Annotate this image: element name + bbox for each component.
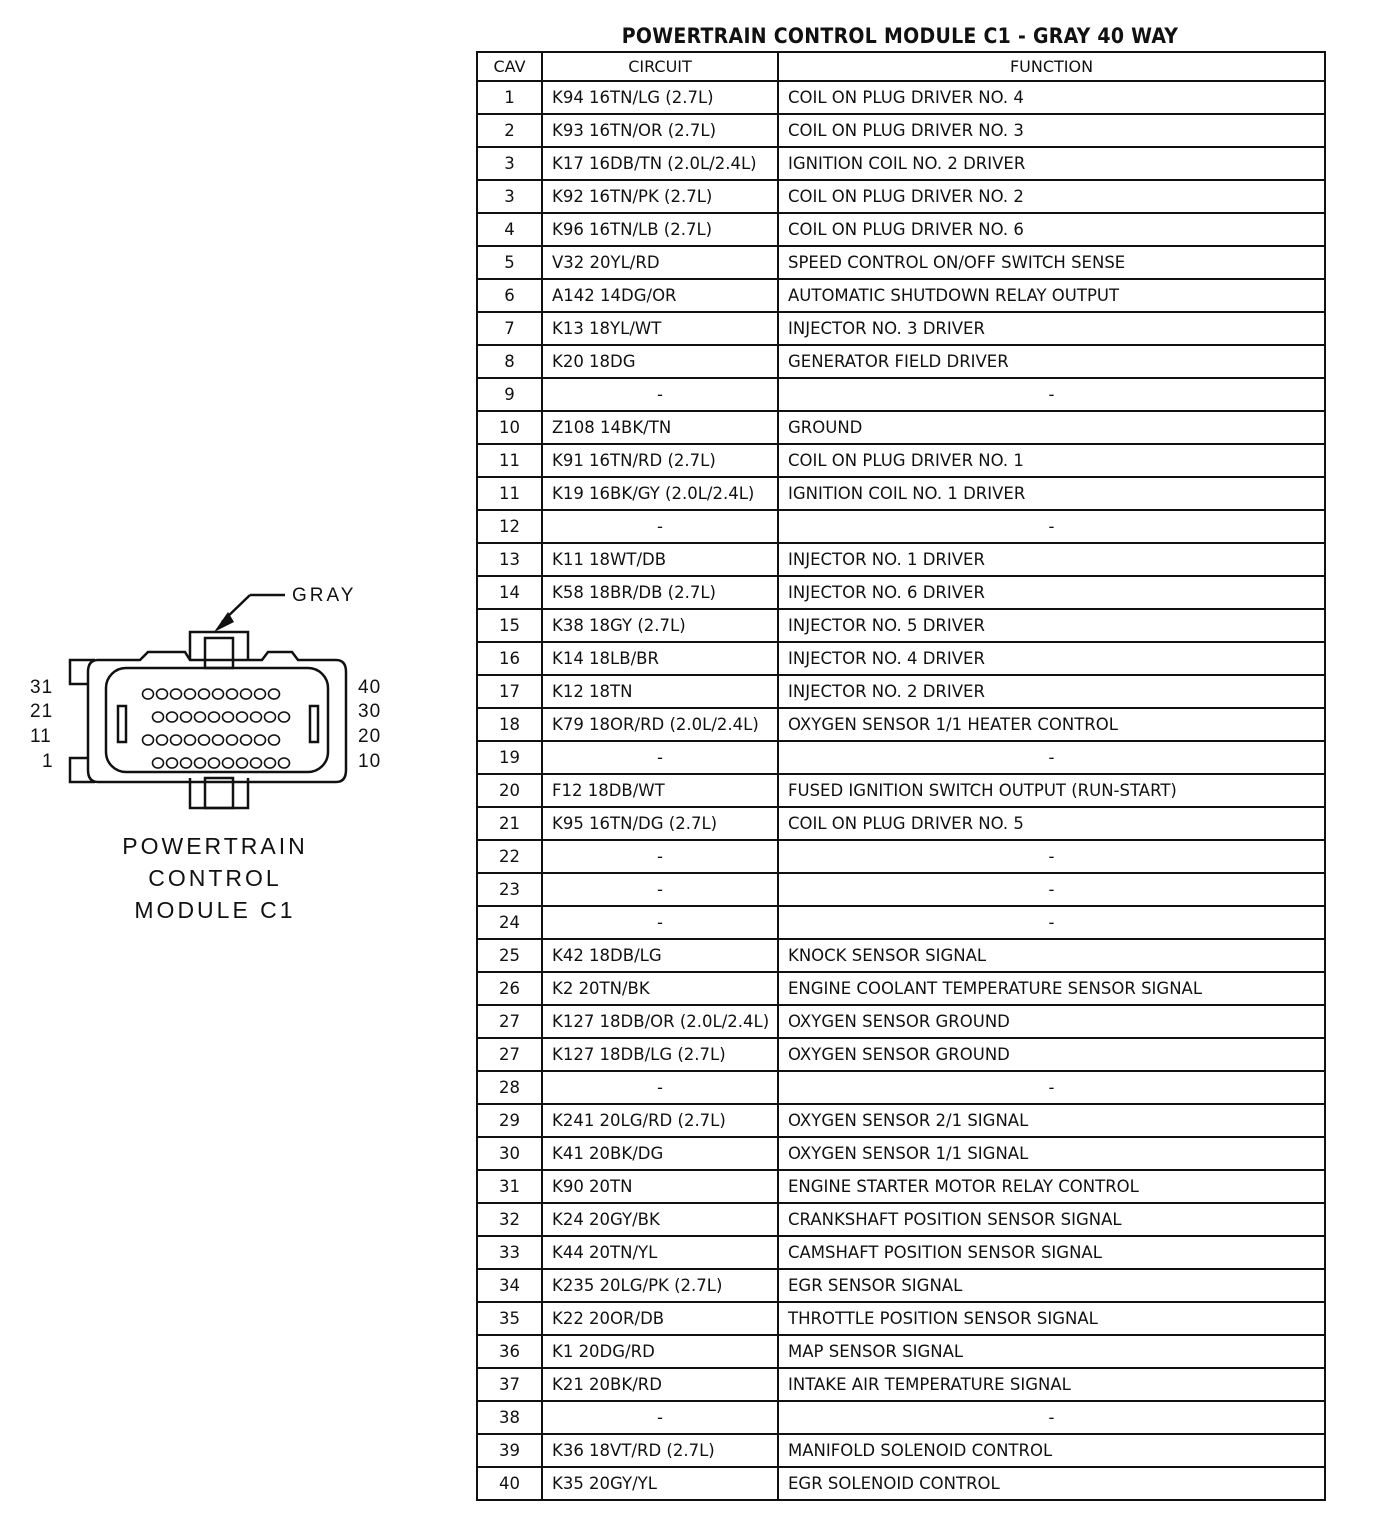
cell-cav: 12 (477, 510, 542, 543)
cell-function: COIL ON PLUG DRIVER NO. 2 (778, 180, 1325, 213)
cell-function: INJECTOR NO. 2 DRIVER (778, 675, 1325, 708)
cell-cav: 19 (477, 741, 542, 774)
cell-cav: 27 (477, 1005, 542, 1038)
cell-function: EGR SENSOR SIGNAL (778, 1269, 1325, 1302)
table-row (477, 1137, 1325, 1170)
cell-function: EGR SOLENOID CONTROL (778, 1467, 1325, 1500)
table-row (477, 444, 1325, 477)
cell-function: - (778, 906, 1325, 939)
cell-circuit: K58 18BR/DB (2.7L) (542, 576, 778, 609)
table-row (477, 1038, 1325, 1071)
cell-function: IGNITION COIL NO. 2 DRIVER (778, 147, 1325, 180)
table-row (477, 1401, 1325, 1434)
table-row (477, 1302, 1325, 1335)
cell-cav: 3 (477, 180, 542, 213)
header-function: FUNCTION (778, 52, 1325, 81)
pin-cavity (209, 712, 220, 722)
table-row (477, 642, 1325, 675)
cell-function: INTAKE AIR TEMPERATURE SIGNAL (778, 1368, 1325, 1401)
cell-circuit: K127 18DB/LG (2.7L) (542, 1038, 778, 1071)
cell-cav: 34 (477, 1269, 542, 1302)
cell-circuit: K41 20BK/DG (542, 1137, 778, 1170)
cell-function: AUTOMATIC SHUTDOWN RELAY OUTPUT (778, 279, 1325, 312)
cell-circuit: K24 20GY/BK (542, 1203, 778, 1236)
cell-circuit: - (542, 1071, 778, 1104)
cell-cav: 20 (477, 774, 542, 807)
cell-circuit: - (542, 741, 778, 774)
pin-cavity (143, 689, 154, 699)
pin-cavity (157, 689, 168, 699)
connector-diagram (0, 560, 440, 940)
cell-cav: 27 (477, 1038, 542, 1071)
table-row (477, 939, 1325, 972)
pin-cavity (143, 735, 154, 745)
cell-cav: 5 (477, 246, 542, 279)
pin-cavity (241, 689, 252, 699)
cell-circuit: - (542, 873, 778, 906)
cell-circuit: K241 20LG/RD (2.7L) (542, 1104, 778, 1137)
cell-function: COIL ON PLUG DRIVER NO. 6 (778, 213, 1325, 246)
cell-circuit: - (542, 906, 778, 939)
pin-cavity (213, 689, 224, 699)
table-body (477, 81, 1325, 1500)
cell-circuit: K35 20GY/YL (542, 1467, 778, 1500)
pin-cavity (223, 712, 234, 722)
pin-cavity (269, 689, 280, 699)
cell-circuit: K19 16BK/GY (2.0L/2.4L) (542, 477, 778, 510)
cell-cav: 2 (477, 114, 542, 147)
table-row (477, 576, 1325, 609)
cell-cav: 8 (477, 345, 542, 378)
pin-cavity (157, 735, 168, 745)
cell-cav: 13 (477, 543, 542, 576)
cell-circuit: K14 18LB/BR (542, 642, 778, 675)
cell-cav: 3 (477, 147, 542, 180)
table-row (477, 609, 1325, 642)
cell-cav: 23 (477, 873, 542, 906)
table-row (477, 411, 1325, 444)
caption-line-1: POWERTRAIN (122, 833, 308, 859)
cell-circuit: - (542, 1401, 778, 1434)
cell-function: MAP SENSOR SIGNAL (778, 1335, 1325, 1368)
cell-circuit: A142 14DG/OR (542, 279, 778, 312)
cell-function: - (778, 741, 1325, 774)
table-row (477, 81, 1325, 114)
caption-line-2: CONTROL (148, 865, 282, 891)
cell-cav: 14 (477, 576, 542, 609)
pin-cavity-grid (143, 689, 290, 768)
cell-cav: 1 (477, 81, 542, 114)
header-cav: CAV (477, 52, 542, 81)
pin-cavity (223, 758, 234, 768)
cell-cav: 35 (477, 1302, 542, 1335)
pin-cavity (241, 735, 252, 745)
pin-label-11: 11 (30, 726, 52, 747)
pin-cavity (227, 735, 238, 745)
cell-function: ENGINE STARTER MOTOR RELAY CONTROL (778, 1170, 1325, 1203)
cell-cav: 11 (477, 477, 542, 510)
pin-cavity (255, 689, 266, 699)
cell-cav: 17 (477, 675, 542, 708)
cell-circuit: K44 20TN/YL (542, 1236, 778, 1269)
pin-label-10: 10 (358, 751, 382, 772)
table-row (477, 807, 1325, 840)
pin-label-30: 30 (358, 701, 382, 722)
table-row (477, 345, 1325, 378)
pin-cavity (255, 735, 266, 745)
table-row (477, 510, 1325, 543)
table-row (477, 1335, 1325, 1368)
cell-function: - (778, 1401, 1325, 1434)
pin-cavity (199, 689, 210, 699)
cell-function: GENERATOR FIELD DRIVER (778, 345, 1325, 378)
cell-function: - (778, 840, 1325, 873)
cell-function: OXYGEN SENSOR 1/1 HEATER CONTROL (778, 708, 1325, 741)
cell-cav: 30 (477, 1137, 542, 1170)
table-row (477, 675, 1325, 708)
pin-cavity (195, 758, 206, 768)
pin-cavity (279, 712, 290, 722)
cell-cav: 36 (477, 1335, 542, 1368)
cell-cav: 18 (477, 708, 542, 741)
cell-function: COIL ON PLUG DRIVER NO. 4 (778, 81, 1325, 114)
table-row (477, 213, 1325, 246)
cell-circuit: V32 20YL/RD (542, 246, 778, 279)
pin-cavity (171, 735, 182, 745)
table-row (477, 1071, 1325, 1104)
cell-function: OXYGEN SENSOR 1/1 SIGNAL (778, 1137, 1325, 1170)
pinout-table (476, 51, 1326, 1501)
pin-label-1: 1 (42, 751, 54, 772)
cell-cav: 28 (477, 1071, 542, 1104)
cell-function: INJECTOR NO. 3 DRIVER (778, 312, 1325, 345)
table-row (477, 1005, 1325, 1038)
table-row (477, 906, 1325, 939)
cell-cav: 22 (477, 840, 542, 873)
cell-function: OXYGEN SENSOR GROUND (778, 1038, 1325, 1071)
cell-cav: 7 (477, 312, 542, 345)
cell-function: - (778, 510, 1325, 543)
cell-cav: 38 (477, 1401, 542, 1434)
table-row (477, 543, 1325, 576)
cell-cav: 16 (477, 642, 542, 675)
table-row (477, 1170, 1325, 1203)
cell-circuit: K20 18DG (542, 345, 778, 378)
cell-circuit: K21 20BK/RD (542, 1368, 778, 1401)
cell-cav: 21 (477, 807, 542, 840)
pin-cavity (237, 758, 248, 768)
pin-cavity (237, 712, 248, 722)
cell-function: THROTTLE POSITION SENSOR SIGNAL (778, 1302, 1325, 1335)
cell-cav: 37 (477, 1368, 542, 1401)
pin-cavity (153, 758, 164, 768)
pin-cavity (199, 735, 210, 745)
cell-function: - (778, 873, 1325, 906)
cell-circuit: K12 18TN (542, 675, 778, 708)
table-row (477, 279, 1325, 312)
cell-circuit: K96 16TN/LB (2.7L) (542, 213, 778, 246)
pin-cavity (251, 712, 262, 722)
cell-function: GROUND (778, 411, 1325, 444)
header-circuit: CIRCUIT (542, 52, 778, 81)
cell-circuit: - (542, 378, 778, 411)
table-row (477, 741, 1325, 774)
cell-circuit: K94 16TN/LG (2.7L) (542, 81, 778, 114)
pin-cavity (181, 712, 192, 722)
table-row (477, 477, 1325, 510)
table-row (477, 147, 1325, 180)
pin-cavity (279, 758, 290, 768)
table-row (477, 180, 1325, 213)
cell-circuit: K1 20DG/RD (542, 1335, 778, 1368)
cell-function: KNOCK SENSOR SIGNAL (778, 939, 1325, 972)
cell-cav: 24 (477, 906, 542, 939)
cell-circuit: K79 18OR/RD (2.0L/2.4L) (542, 708, 778, 741)
cell-cav: 9 (477, 378, 542, 411)
table-row (477, 1104, 1325, 1137)
cell-circuit: K92 16TN/PK (2.7L) (542, 180, 778, 213)
connector-color-label: GRAY (292, 585, 357, 606)
cell-function: - (778, 378, 1325, 411)
pin-label-20: 20 (358, 726, 382, 747)
cell-cav: 33 (477, 1236, 542, 1269)
cell-circuit: K38 18GY (2.7L) (542, 609, 778, 642)
table-row (477, 1236, 1325, 1269)
cell-function: INJECTOR NO. 4 DRIVER (778, 642, 1325, 675)
pin-cavity (185, 689, 196, 699)
cell-function: MANIFOLD SOLENOID CONTROL (778, 1434, 1325, 1467)
cell-cav: 15 (477, 609, 542, 642)
pin-label-31: 31 (30, 677, 54, 698)
cell-cav: 31 (477, 1170, 542, 1203)
table-row (477, 312, 1325, 345)
connector-caption (80, 830, 350, 926)
cell-circuit: K91 16TN/RD (2.7L) (542, 444, 778, 477)
cell-cav: 32 (477, 1203, 542, 1236)
table-row (477, 873, 1325, 906)
cell-cav: 4 (477, 213, 542, 246)
cell-function: COIL ON PLUG DRIVER NO. 5 (778, 807, 1325, 840)
cell-circuit: K2 20TN/BK (542, 972, 778, 1005)
cell-cav: 6 (477, 279, 542, 312)
cell-circuit: - (542, 510, 778, 543)
cell-circuit: K90 20TN (542, 1170, 778, 1203)
table-row (477, 972, 1325, 1005)
cell-circuit: K17 16DB/TN (2.0L/2.4L) (542, 147, 778, 180)
cell-function: INJECTOR NO. 1 DRIVER (778, 543, 1325, 576)
cell-circuit: K11 18WT/DB (542, 543, 778, 576)
table-row (477, 774, 1325, 807)
cell-function: COIL ON PLUG DRIVER NO. 3 (778, 114, 1325, 147)
pin-cavity (171, 689, 182, 699)
table-row (477, 1434, 1325, 1467)
cell-function: COIL ON PLUG DRIVER NO. 1 (778, 444, 1325, 477)
table-row (477, 1203, 1325, 1236)
pin-label-40: 40 (358, 677, 382, 698)
pin-cavity (227, 689, 238, 699)
pin-cavity (185, 735, 196, 745)
table-row (477, 1467, 1325, 1500)
table-row (477, 378, 1325, 411)
cell-circuit: Z108 14BK/TN (542, 411, 778, 444)
cell-circuit: - (542, 840, 778, 873)
pin-cavity (251, 758, 262, 768)
cell-circuit: K93 16TN/OR (2.7L) (542, 114, 778, 147)
table-row (477, 1269, 1325, 1302)
cell-circuit: K42 18DB/LG (542, 939, 778, 972)
cell-cav: 40 (477, 1467, 542, 1500)
pin-cavity (269, 735, 280, 745)
caption-line-3: MODULE C1 (134, 897, 296, 923)
pin-cavity (195, 712, 206, 722)
cell-function: CRANKSHAFT POSITION SENSOR SIGNAL (778, 1203, 1325, 1236)
pin-cavity (167, 712, 178, 722)
table-row (477, 246, 1325, 279)
pin-cavity (181, 758, 192, 768)
cell-function: INJECTOR NO. 6 DRIVER (778, 576, 1325, 609)
table-row (477, 1368, 1325, 1401)
table-row (477, 708, 1325, 741)
cell-function: ENGINE COOLANT TEMPERATURE SENSOR SIGNAL (778, 972, 1325, 1005)
cell-function: IGNITION COIL NO. 1 DRIVER (778, 477, 1325, 510)
table-title: POWERTRAIN CONTROL MODULE C1 - GRAY 40 WAY (621, 24, 1179, 48)
cell-function: OXYGEN SENSOR GROUND (778, 1005, 1325, 1038)
pin-label-21: 21 (30, 701, 54, 722)
cell-cav: 10 (477, 411, 542, 444)
pin-cavity (213, 735, 224, 745)
table-header-row (477, 52, 1325, 81)
cell-cav: 39 (477, 1434, 542, 1467)
pin-cavity (265, 712, 276, 722)
pin-cavity (167, 758, 178, 768)
cell-function: CAMSHAFT POSITION SENSOR SIGNAL (778, 1236, 1325, 1269)
cell-circuit: K13 18YL/WT (542, 312, 778, 345)
cell-circuit: K95 16TN/DG (2.7L) (542, 807, 778, 840)
table-row (477, 840, 1325, 873)
cell-cav: 29 (477, 1104, 542, 1137)
pin-cavity (209, 758, 220, 768)
cell-circuit: K22 20OR/DB (542, 1302, 778, 1335)
cell-circuit: K235 20LG/PK (2.7L) (542, 1269, 778, 1302)
cell-function: INJECTOR NO. 5 DRIVER (778, 609, 1325, 642)
cell-circuit: F12 18DB/WT (542, 774, 778, 807)
cell-function: OXYGEN SENSOR 2/1 SIGNAL (778, 1104, 1325, 1137)
cell-cav: 11 (477, 444, 542, 477)
pin-cavity (153, 712, 164, 722)
pin-cavity (265, 758, 276, 768)
cell-function: FUSED IGNITION SWITCH OUTPUT (RUN-START) (778, 774, 1325, 807)
cell-function: SPEED CONTROL ON/OFF SWITCH SENSE (778, 246, 1325, 279)
cell-cav: 26 (477, 972, 542, 1005)
cell-circuit: K36 18VT/RD (2.7L) (542, 1434, 778, 1467)
table-row (477, 114, 1325, 147)
cell-cav: 25 (477, 939, 542, 972)
cell-function: - (778, 1071, 1325, 1104)
cell-circuit: K127 18DB/OR (2.0L/2.4L) (542, 1005, 778, 1038)
